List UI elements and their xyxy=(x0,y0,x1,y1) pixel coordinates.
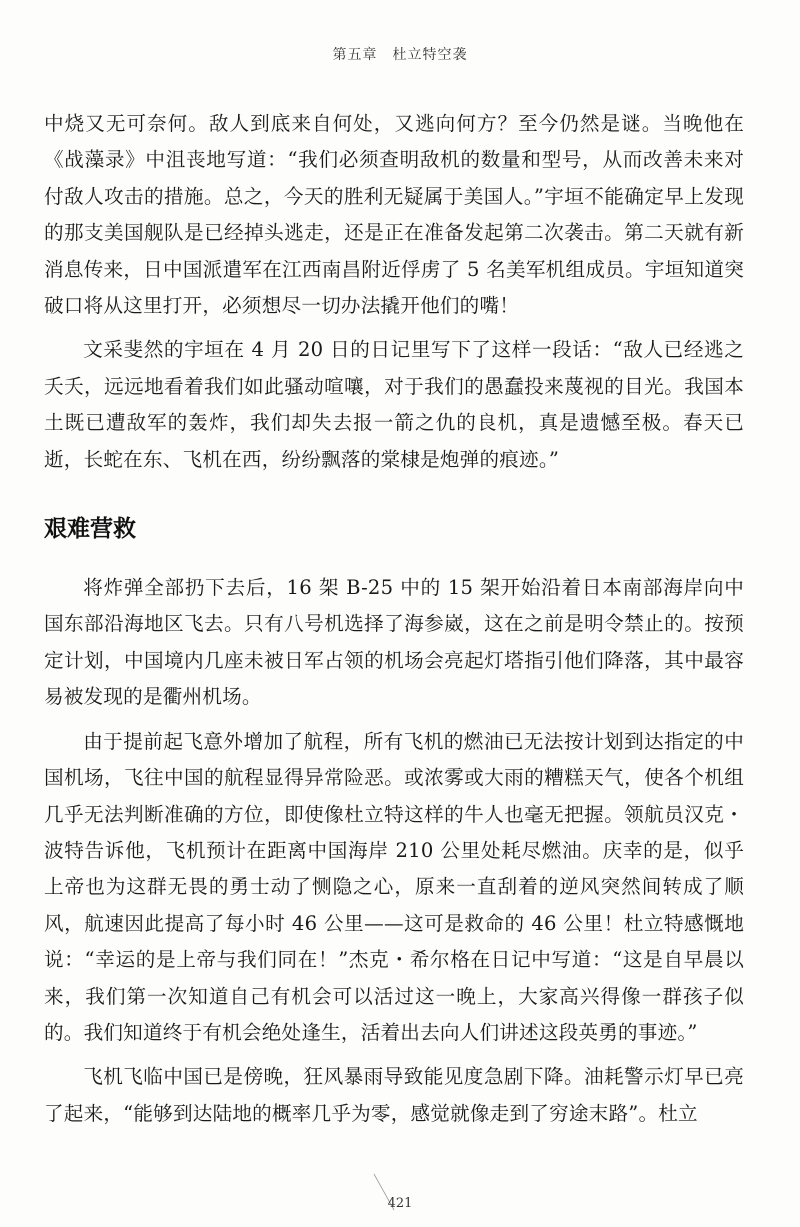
page-body xyxy=(44,106,744,1140)
paragraph-5: 飞机飞临中国已是傍晚，狂风暴雨导致能见度急剧下降。油耗警示灯早已亮了起来，“能够到达陆地的概率几乎为零，感觉就像走到了穷途末路”。杜立 xyxy=(44,1065,744,1125)
paragraph-4: 由于提前起飞意外增加了航程，所有飞机的燃油已无法按计划到达指定的中国机场，飞往中国的航程显得异常险恶。或浓雾或大雨的糟糕天气，使各个机组几乎无法判断准确的方位，即使像杜立特这样的牛人也毫无把握。领航员汉克・波特告诉他，飞机预计在距离中国海岸 210 公里处耗尽燃油。庆幸的是，似乎上帝也为这群无畏的勇士动了恻隐之心，原来一直刮着的逆风突然间转成了顺风，航速因此提高了每小时 46 公里——这可是救命的 46 公里！杜立特感慨地说：“幸运的是上帝与我们同在！”杰克・希尔格在日记中写道：“这是自早晨以来，我们第一次知道自己有机会可以活过这一晚上，大家高兴得像一群孩子似的。我们知道终于有机会绝处逢生，活着出去向人们讲述这段英勇的事迹。” xyxy=(44,729,744,1044)
paragraph-1: 中烧又无可奈何。敌人到底来自何处，又逃向何方？至今仍然是谜。当晚他在《战藻录》中沮丧地写道：“我们必须查明敌机的数量和型号，从而改善未来对付敌人攻击的措施。总之，今天的胜利无疑属于美国人。”宇垣不能确定早上发现的那支美国舰队是已经掉头逃走，还是正在准备发起第二次袭击。第二天就有新消息传来，日中国派遣军在江西南昌附近俘虏了 5 名美军机组成员。宇垣知道突破口将从这里打开，必须想尽一切办法撬开他们的嘴！ xyxy=(44,112,744,318)
page-number: 421 xyxy=(387,1196,413,1211)
paragraph-2: 文采斐然的宇垣在 4 月 20 日的日记里写下了这样一段话：“敌人已经逃之夭夭，远远地看着我们如此骚动喧嚷，对于我们的愚蠢投来蔑视的目光。我国本土既已遭敌军的轰炸，我们却失去报一箭之仇的良机，真是遗憾至极。春天已逝，长蛇在东、飞机在西，纷纷飘落的棠棣是炮弹的痕迹。” xyxy=(44,338,744,471)
running-header: 第五章 杜立特空袭 xyxy=(332,47,468,63)
section-title: 艰难营救 xyxy=(44,516,136,543)
paragraph-3: 将炸弹全部扔下去后，16 架 B-25 中的 15 架开始沿着日本南部海岸向中国东部沿海地区飞去。只有八号机选择了海参崴，这在之前是明令禁止的。按预定计划，中国境内几座未被日军占领的机场会亮起灯塔指引他们降落，其中最容易被发现的是衢州机场。 xyxy=(44,576,744,709)
